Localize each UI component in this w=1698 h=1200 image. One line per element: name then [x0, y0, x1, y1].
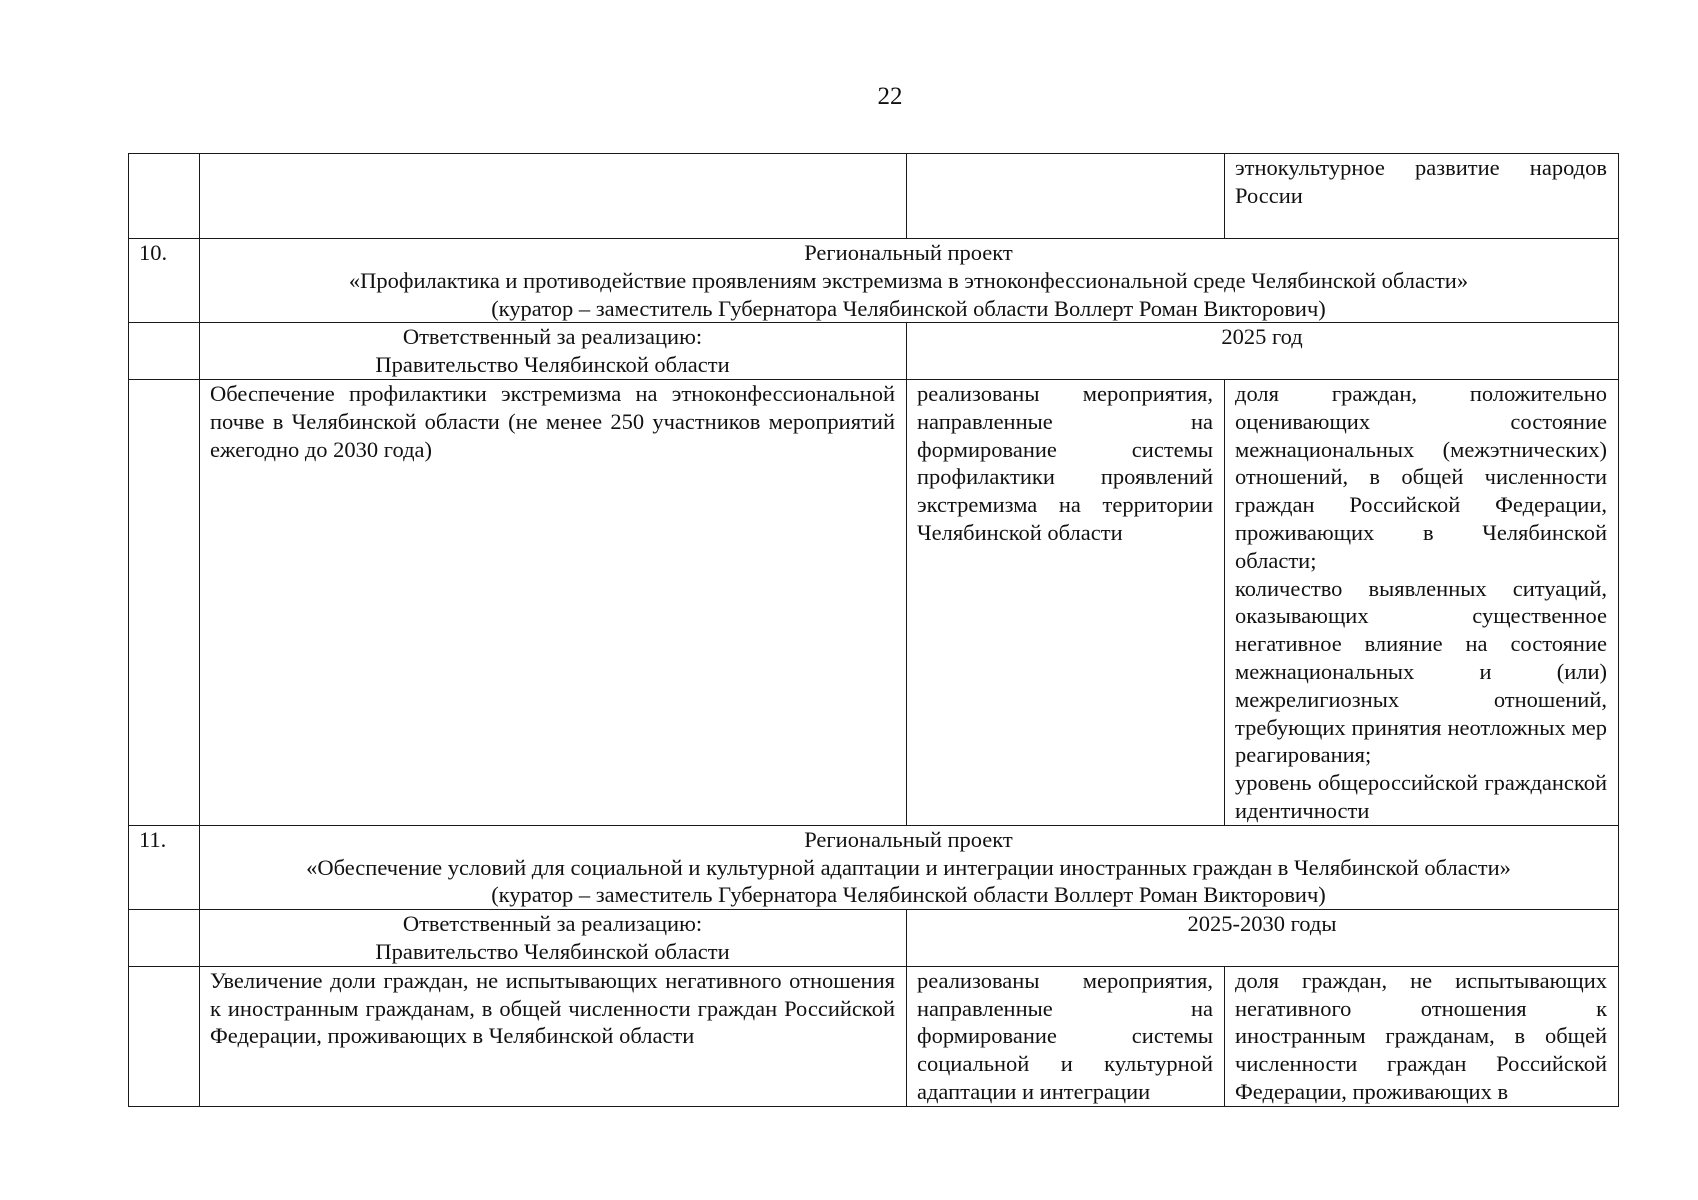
- table-row-responsible: [129, 323, 1619, 380]
- result-cell: реализованы мероприятия, направленные на формирование системы социальной и культурной адаптации и интеграции: [907, 966, 1225, 1106]
- task-cell: [200, 154, 907, 239]
- number-cell: [129, 154, 200, 239]
- table-row-project-title: [129, 239, 1619, 323]
- result-cell: реализованы мероприятия, направленные на формирование системы профилактики проявлений экстремизма на территории Челябинской области: [907, 379, 1225, 825]
- table-row-project-title: [129, 825, 1619, 909]
- project-number: 10.: [129, 239, 200, 323]
- indicator-cell: [1225, 379, 1619, 825]
- table-row-task: [129, 966, 1619, 1106]
- project-name: «Профилактика и противодействие проявлениям экстремизма в этноконфессиональной среде Челябинской области»: [348, 267, 1469, 293]
- project-header: [200, 239, 1619, 323]
- period-cell: 2025-2030 годы: [907, 910, 1619, 967]
- table-row-continuation: [129, 154, 1619, 239]
- number-cell: [129, 910, 200, 967]
- result-cell: [907, 154, 1225, 239]
- table-row-task: [129, 379, 1619, 825]
- responsible-label: Ответственный за реализацию:: [402, 324, 703, 350]
- indicator-cell: [1225, 966, 1619, 1106]
- program-table: [128, 153, 1619, 1107]
- project-number: 11.: [129, 825, 200, 909]
- responsible-label: Ответственный за реализацию:: [402, 911, 703, 937]
- responsible-name: Правительство Челябинской области: [375, 352, 730, 378]
- page-number: 22: [877, 83, 903, 110]
- project-label: Региональный проект: [804, 240, 1013, 265]
- task-cell: Увеличение доли граждан, не испытывающих негативного отношения к иностранным гражданам, в общей численности граждан Российской Федерации, проживающих в Челябинской области: [200, 966, 907, 1106]
- indicator-cell: этнокультурное развитие народов России: [1225, 154, 1619, 239]
- number-cell: [129, 323, 200, 380]
- table-row-responsible: [129, 910, 1619, 967]
- period-cell: 2025 год: [907, 323, 1619, 380]
- indicator-item: доля граждан, не испытывающих негативного отношения к иностранным гражданам, в общей численности граждан Российской Федерации, проживающих в: [1235, 967, 1607, 1104]
- project-name: «Обеспечение условий для социальной и культурной адаптации и интеграции иностранных граждан в Челябинской области»: [306, 854, 1511, 880]
- indicator-item: уровень общероссийской гражданской идентичности: [1235, 770, 1607, 823]
- number-cell: [129, 966, 200, 1106]
- responsible-cell: [200, 323, 907, 380]
- project-header: [200, 825, 1619, 909]
- responsible-name: Правительство Челябинской области: [375, 938, 730, 964]
- project-curator: (куратор – заместитель Губернатора Челябинской области Воллерт Роман Викторович): [491, 295, 1326, 321]
- number-cell: [129, 379, 200, 825]
- task-cell: Обеспечение профилактики экстремизма на этноконфессиональной почве в Челябинской области (не менее 250 участников мероприятий ежегодно до 2030 года): [200, 379, 907, 825]
- responsible-cell: [200, 910, 907, 967]
- project-curator: (куратор – заместитель Губернатора Челябинской области Воллерт Роман Викторович): [491, 882, 1326, 908]
- indicator-item: доля граждан, положительно оценивающих состояние межнациональных (межэтнических) отношений, в общей численности граждан Российской Федерации, проживающих в Челябинской области;: [1235, 380, 1607, 573]
- indicator-item: количество выявленных ситуаций, оказывающих существенное негативное влияние на состояние межнациональных и (или) межрелигиозных отношений, требующих принятия неотложных мер реагирования;: [1235, 575, 1607, 768]
- project-label: Региональный проект: [804, 826, 1013, 852]
